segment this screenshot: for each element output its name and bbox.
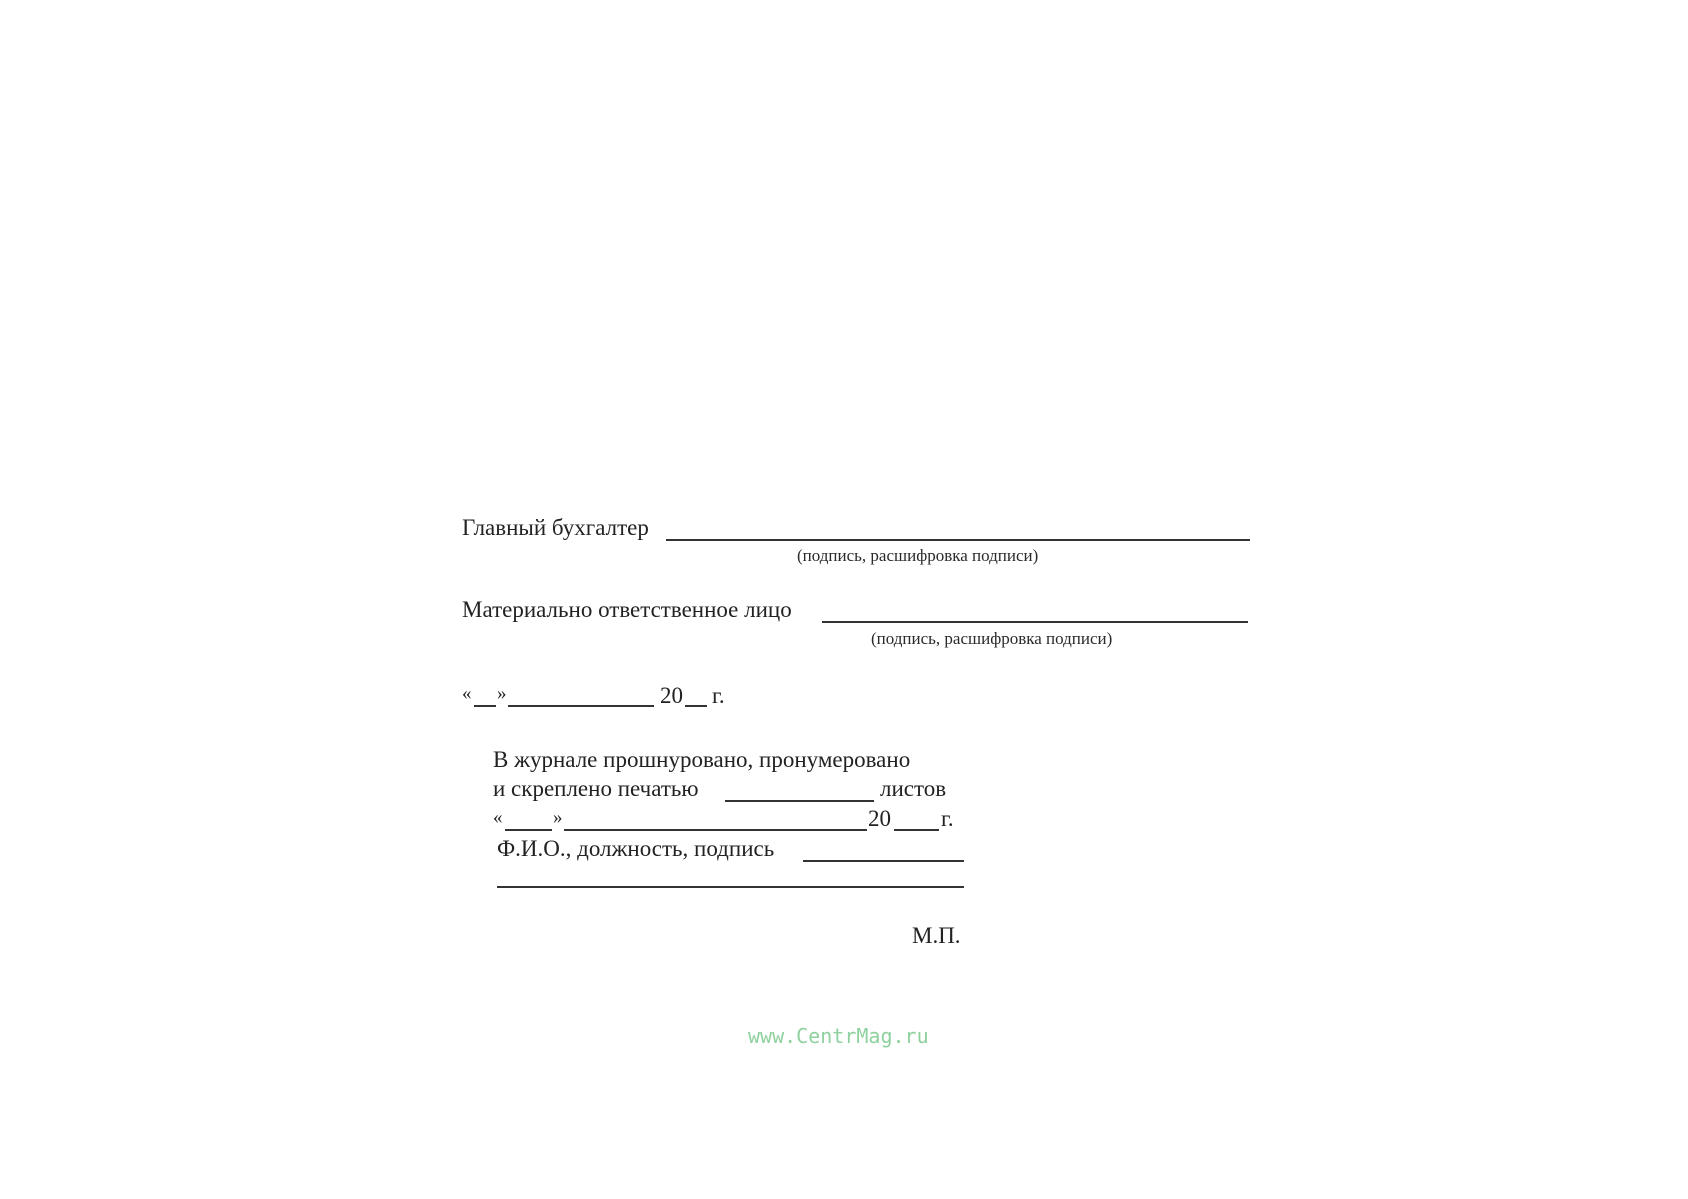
date-month-blank[interactable] (508, 705, 654, 707)
responsible-person-signature-line[interactable] (822, 621, 1248, 623)
responsible-person-label: Материально ответственное лицо (462, 597, 792, 622)
signer-blank[interactable] (803, 860, 964, 862)
sheet-count-blank[interactable] (725, 800, 874, 802)
date-close-quote: » (497, 683, 507, 704)
chief-accountant-hint: (подпись, расшифровка подписи) (797, 546, 1039, 565)
binding-date-year-prefix: 20 (868, 806, 891, 831)
watermark-url: www.CentrMag.ru (748, 1024, 929, 1048)
signer-label: Ф.И.О., должность, подпись (497, 836, 775, 861)
binding-date-day-blank[interactable] (505, 829, 552, 831)
binding-date-open-quote: « (493, 807, 503, 828)
date-day-blank[interactable] (474, 705, 496, 707)
date-open-quote: « (462, 683, 472, 704)
binding-line-2-end: листов (880, 776, 947, 801)
binding-date-year-blank[interactable] (894, 829, 939, 831)
chief-accountant-label: Главный бухгалтер (462, 515, 649, 540)
binding-date-close-quote: » (553, 807, 563, 828)
stamp-place-label: М.П. (912, 923, 961, 948)
date-year-suffix: г. (712, 683, 725, 708)
binding-line-2-start: и скреплено печатью (493, 776, 699, 801)
binding-date-month-blank[interactable] (564, 829, 867, 831)
date-year-blank[interactable] (685, 705, 707, 707)
binding-date-year-suffix: г. (941, 806, 954, 831)
signer-second-blank[interactable] (497, 886, 964, 888)
date-year-prefix: 20 (660, 683, 683, 708)
chief-accountant-signature-line[interactable] (666, 539, 1250, 541)
binding-line-1: В журнале прошнуровано, пронумеровано (493, 747, 911, 772)
responsible-person-hint: (подпись, расшифровка подписи) (871, 629, 1113, 648)
